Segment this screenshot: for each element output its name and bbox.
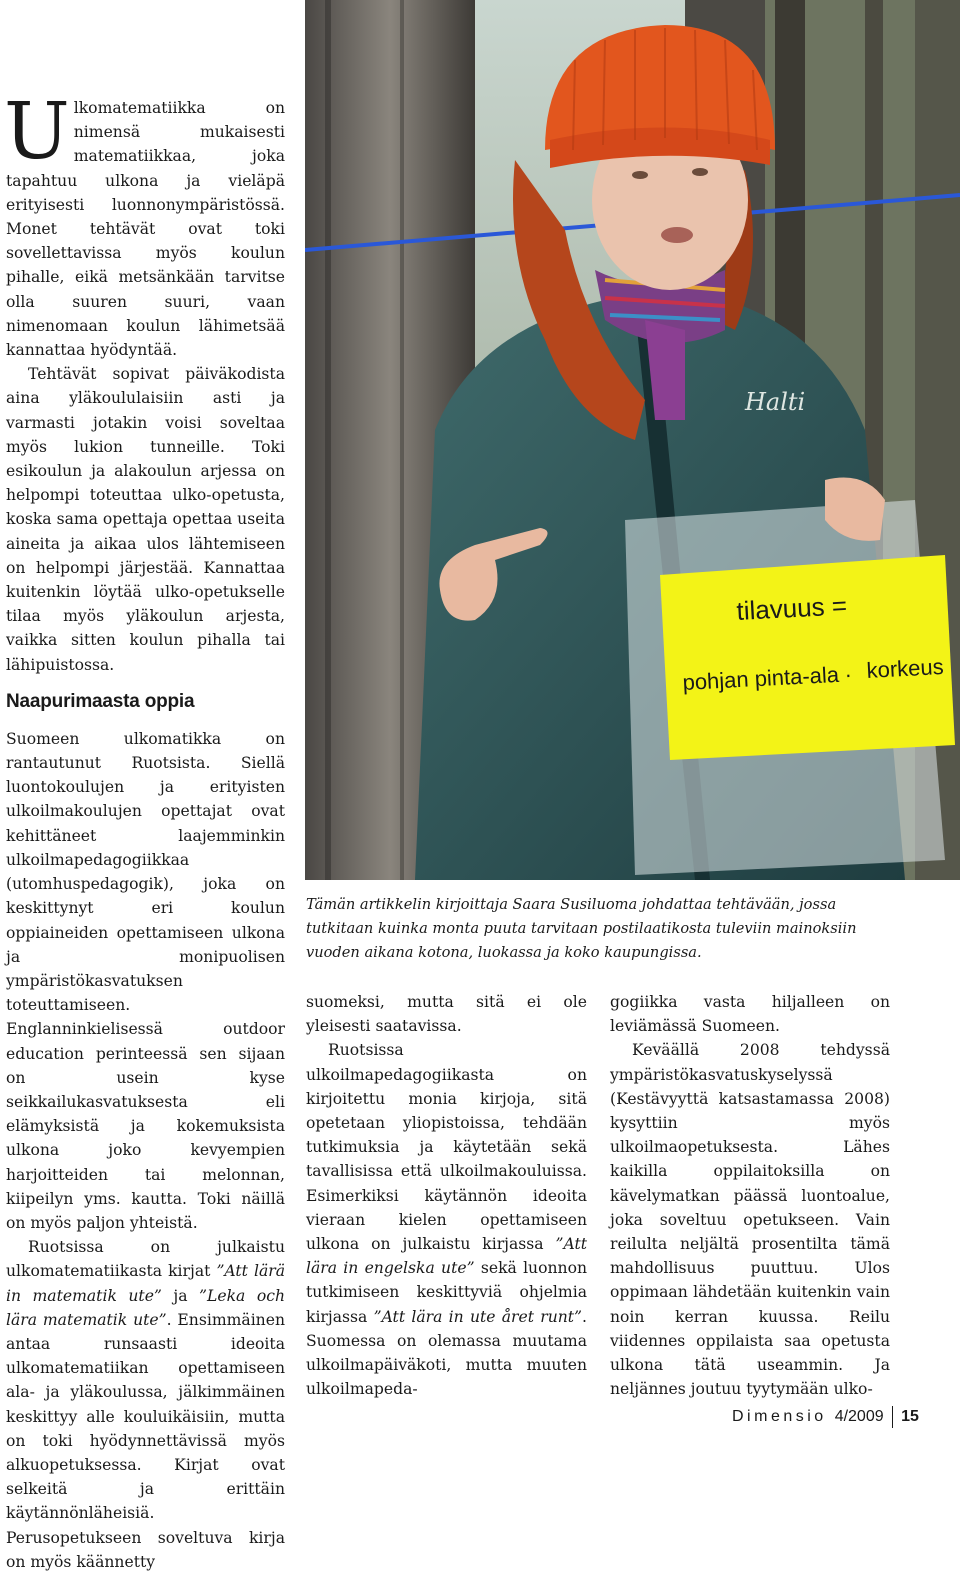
issue-number: 4/2009	[834, 1408, 884, 1425]
text-run: sekä luonnon tutkimiseen keskittyviä ohjelmia kirjassa	[306, 1259, 588, 1326]
page-number: 15	[901, 1408, 919, 1425]
paragraph	[6, 1235, 285, 1574]
footer-divider	[892, 1406, 894, 1428]
text-run: Ruotsissa on julkaistu ulkomatematiikasta kirjat	[6, 1238, 285, 1281]
paragraph: Tehtävät sopivat päiväkodista aina yläkoululaisiin asti ja varmasti jotakin voisi soveltaa myös lukion tunneille. Toki esikoulun ja alakoulun arjessa on helpompi toteuttaa ulko-opetusta, koska sama opettaja opettaa useita aineita ja aikaa ulos lähtemiseen on helpompi järjestää. Kannattaa kuitenkin löytää ulko-opetukselle tilaa myös yläkoulun arjesta, vaikka sitten koulun pihalla tai lähipuistossa.	[6, 365, 285, 674]
paragraph: Suomeen ulkomatikka on rantautunut Ruotsista. Siellä luontokoulujen ja erityisten ulkoilmakoulujen opettajat ovat kehittäneet laajemminkin ulkoilmapedagogiikkaa (utomhuspedagogik), joka on keskittynyt eri koulun oppiaineiden opettamiseen ulkona ja monipuolisen ympäristökasvatuksen toteuttamiseen. Englanninkielisessä outdoor education perinteessä sen sijaan on usein kyse seikkailukasvatuksesta eli elämyksistä ja kokemuksista ulkona joko kevyempien harjoitteiden tai melonnan, kiipeilyn yms. kautta. Toki näillä on myös paljon yhteistä.	[6, 729, 285, 1232]
book-title: ”Att lära in ute året runt”	[373, 1307, 583, 1326]
text-run: Ruotsissa ulkoilmapedagogiikasta on kirjoitettu monia kirjoja, sitä opetetaan yliopistoissa, tehdään tutkimuksia ja käytetään sekä tavallisissa että ulkoilmakouluissa. Esimerkiksi käytännön ideoita vieraan kielen opettamiseen ulkona on julkaistu kirjassa	[306, 1041, 587, 1254]
paragraph-continued: suomeksi, mutta sitä ei ole yleisesti saatavissa.	[306, 993, 587, 1036]
text-run: . Ensimmäinen antaa runsaasti ideoita ulkomatematiikan opettamiseen ala- ja yläkoulussa, jälkimmäinen keskittyy alle kouluikäisiin, mutta on toki hyödynnettävissä myös alkuopetuksessa. Kirjat ovat selkeitä ja erittäin käytännönläheisiä. Perusopetukseen soveltuva kirja on myös käännetty	[6, 1310, 285, 1571]
text-run: . Suomessa on olemassa muutama ulkoilmapäiväkoti, mutta muuten ulkoilmapeda-	[306, 1307, 588, 1399]
page-footer	[732, 1406, 919, 1428]
sign-line-2b: korkeus	[865, 653, 945, 683]
paragraph-intro-text: lkomatematiikka on nimensä mukaisesti matematiikkaa, joka tapahtuu ulkona ja vieläpä erityisesti luonnonympäristössä. Monet tehtävät ovat toki sovellettavissa myös koulun pihalle, eikä metsänkään tarvitse olla suuren suuri, vaan nimenomaan koulun lähimetsää kannattaa hyödyntää.	[6, 99, 285, 360]
book-title: ”Att lärä in matematik ute”	[6, 1262, 285, 1305]
book-title: ”Leka och lära matematik ute”	[6, 1286, 285, 1329]
text-column-right	[610, 990, 890, 1401]
paragraph-intro	[4, 87, 285, 362]
sign-line-2: pohjan pinta-ala	[681, 661, 840, 695]
photo-caption: Tämän artikkelin kirjoittaja Saara Susiluoma johdattaa tehtävään, jossa tutkitaan kuinka monta puuta tarvitaan postilaatikosta tuleviin mainoksiin vuoden aikana kotona, luokassa ja koko kaupungissa.	[306, 896, 857, 961]
paragraph-continued: gogiikka vasta hiljalleen on leviämässä Suomeen.	[610, 993, 890, 1036]
text-column-left	[4, 87, 285, 1574]
magazine-name: Dimensio	[732, 1408, 827, 1425]
paragraph: Keväällä 2008 tehdyssä ympäristökasvatuskyselyssä (Kestävyyttä katsastamassa 2008) kysyttiin myös ulkoilmaopetuksesta. Lähes kaikilla oppilaitoksilla on kävelymatkan päässä luontoalue, joka soveltuu opetukseen. Vain reilulta neljältä prosentilta tämä mahdollisuus puuttuu. Ulos oppimaan lähdetään kuitenkin vain noin kerran kuussa. Reilu viidennes oppilaista saa opetusta ulkona tätä useammin. Ja neljännes joutuu tyytymään ulko-	[610, 1041, 890, 1399]
book-title: ”Att lära in engelska ute”	[306, 1235, 587, 1278]
drop-cap: U	[4, 87, 70, 177]
article-photo	[305, 0, 960, 880]
paragraph	[306, 1038, 587, 1401]
text-run: ja	[161, 1286, 200, 1305]
text-column-middle	[306, 990, 587, 1401]
section-heading: Naapurimaasta oppia	[6, 690, 195, 712]
jacket-logo-text: Halti	[745, 388, 806, 416]
sign-dot: ·	[843, 661, 853, 687]
sign-line-1: tilavuus =	[735, 590, 848, 626]
